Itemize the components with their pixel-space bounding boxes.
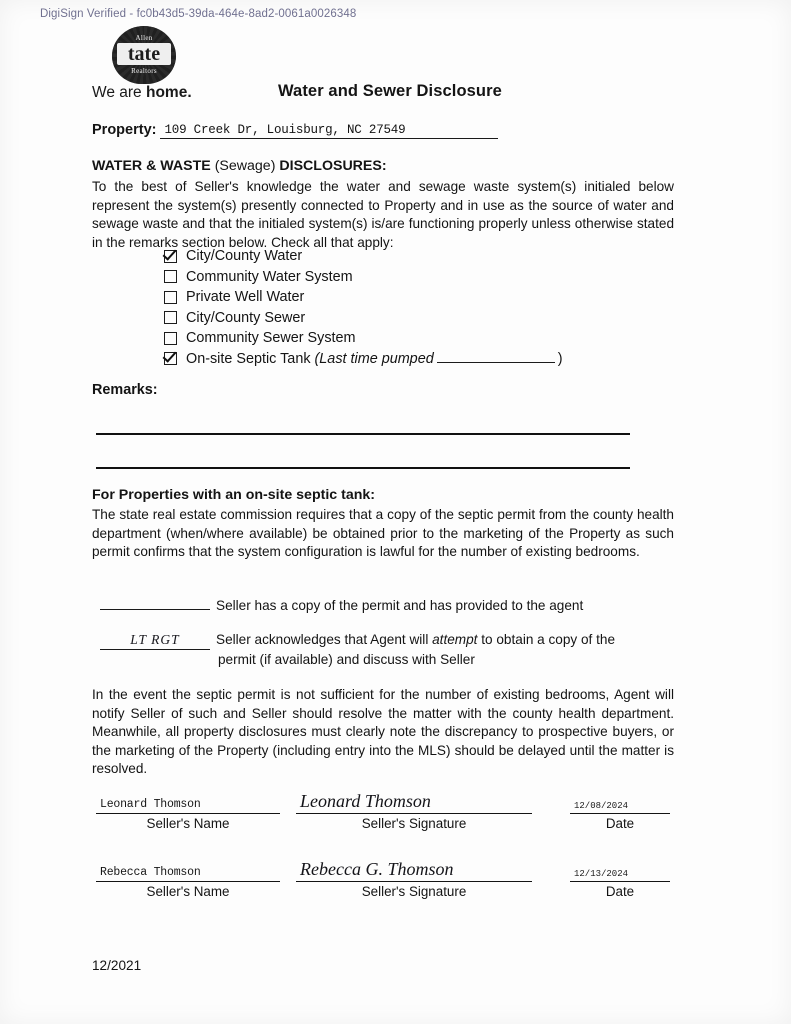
checklist-label: City/County Sewer [186, 309, 306, 326]
digisign-verification-banner: DigiSign Verified - fc0b43d5-39da-464e-8ad2-0061a0026348 [40, 8, 357, 20]
property-address-field[interactable]: 109 Creek Dr, Louisburg, NC 27549 [160, 123, 498, 139]
seller-name-value: Rebecca Thomson [100, 866, 201, 879]
seller-signature-line[interactable] [296, 792, 532, 814]
seller-signature-value: Rebecca G. Thomson [300, 859, 454, 879]
acknowledgement-option-1[interactable] [100, 596, 680, 613]
logo-main-text: tate [117, 43, 171, 65]
seller-name-line[interactable] [96, 860, 280, 882]
seller-signature-caption: Seller's Signature [361, 884, 467, 899]
remarks-label: Remarks: [92, 382, 158, 398]
allen-tate-logo [112, 26, 178, 88]
seller-signature-line[interactable] [296, 860, 532, 882]
checkbox-icon[interactable] [164, 270, 177, 283]
checklist-label: City/County Water [186, 248, 303, 265]
heading-part-2: (Sewage) [214, 158, 276, 174]
seller-signature-value: Leonard Thomson [300, 791, 431, 811]
signature-row [92, 860, 692, 904]
checklist-item-community-sewer-system[interactable] [164, 328, 684, 349]
signature-date-value: 12/08/2024 [574, 801, 629, 811]
checklist-item-city-county-water[interactable] [164, 246, 684, 267]
acknowledgement-2-text-a: Seller acknowledges that Agent will [216, 632, 433, 647]
signature-date-value: 12/13/2024 [574, 869, 629, 879]
checkbox-icon[interactable] [164, 291, 177, 304]
checklist-item-city-county-sewer[interactable] [164, 308, 684, 329]
septic-label-text: On-site Septic Tank [186, 351, 311, 368]
heading-part-1: WATER & WASTE [92, 158, 215, 174]
logo-badge-icon [112, 26, 176, 84]
disclosure-intro-paragraph: To the best of Seller's knowledge the water and sewage waste system(s) initialed below represent the system(s) presently connected to Property and in use as the source of water and sewage waste and that the initialed system(s) is/are functioning properly unless otherwise stated in the remarks section below. Check all that apply: [92, 179, 674, 250]
signature-date-line[interactable] [570, 860, 670, 882]
acknowledgement-2-initials-field[interactable]: LT RGT [100, 630, 210, 650]
checkbox-checked-icon[interactable] [164, 352, 177, 365]
septic-suffix-close: ) [557, 351, 563, 368]
property-label: Property: [92, 122, 157, 138]
checklist-label: Community Water System [186, 268, 353, 285]
property-row [92, 122, 692, 140]
heading-part-3: DISCLOSURES: [275, 158, 387, 174]
last-pumped-text: (Last time pumped [314, 351, 434, 368]
signature-date-cell [570, 792, 670, 831]
checklist-item-private-well-water[interactable] [164, 287, 684, 308]
seller-signature-cell [296, 792, 532, 831]
seller-name-cell [96, 792, 280, 831]
checklist-item-community-water-system[interactable] [164, 267, 684, 288]
checklist-item-onsite-septic-tank[interactable] [164, 349, 684, 370]
signature-date-caption: Date [605, 884, 635, 899]
seller-signature-cell [296, 860, 532, 899]
acknowledgement-2-italic: attempt [432, 632, 478, 647]
septic-paragraph: The state real estate commission requires that a copy of the septic permit from the county health department (when/where available) be obtained prior to the marketing of the Property as such permit confirms that the system configuration is lawful for the number of existing bedrooms. [92, 507, 674, 560]
signature-date-cell [570, 860, 670, 899]
checklist-label: Community Sewer System [186, 330, 356, 347]
checkbox-icon[interactable] [164, 332, 177, 345]
tagline-prefix: We are [92, 84, 146, 101]
acknowledgement-option-2[interactable] [100, 630, 686, 669]
seller-signature-caption: Seller's Signature [361, 816, 467, 831]
page-title: Water and Sewer Disclosure [278, 82, 502, 100]
last-pumped-input[interactable] [437, 350, 555, 363]
remarks-line-2[interactable] [96, 467, 630, 469]
acknowledgement-1-initials-field[interactable] [100, 596, 210, 610]
form-version-date: 12/2021 [92, 958, 142, 973]
checkbox-checked-icon[interactable] [164, 250, 177, 263]
checklist-label-septic [186, 350, 563, 367]
remarks-line-1[interactable] [96, 433, 630, 435]
water-waste-heading [92, 158, 387, 174]
septic-final-paragraph: In the event the septic permit is not sufficient for the number of existing bedrooms, Agent will notify Seller of such and Seller should resolve the matter with the county health department. Meanwhile, all property disclosures must clearly note the discrepancy to prospective buyers, or the marketing of the Property (including entry into the MLS) should be delayed until the matter is resolved. [92, 687, 674, 777]
septic-section-heading: For Properties with an on-site septic tank: [92, 487, 376, 503]
seller-name-cell [96, 860, 280, 899]
signature-date-line[interactable] [570, 792, 670, 814]
company-tagline [92, 84, 192, 102]
checkbox-icon[interactable] [164, 311, 177, 324]
seller-name-line[interactable] [96, 792, 280, 814]
tagline-bold: home. [146, 84, 192, 101]
logo-top-text: Allen [135, 34, 153, 42]
signature-date-caption: Date [605, 816, 635, 831]
acknowledgement-1-text: Seller has a copy of the permit and has provided to the agent [216, 598, 584, 613]
acknowledgement-2-line-2: permit (if available) and discuss with Seller [218, 652, 475, 667]
logo-bottom-text: Realtors [131, 67, 157, 75]
seller-name-caption: Seller's Name [146, 884, 230, 899]
system-checklist [164, 246, 684, 369]
signature-row [92, 792, 692, 836]
checklist-label: Private Well Water [186, 289, 305, 306]
seller-name-caption: Seller's Name [146, 816, 230, 831]
acknowledgement-2-text-b: to obtain a copy of the [477, 632, 616, 647]
seller-name-value: Leonard Thomson [100, 798, 201, 811]
